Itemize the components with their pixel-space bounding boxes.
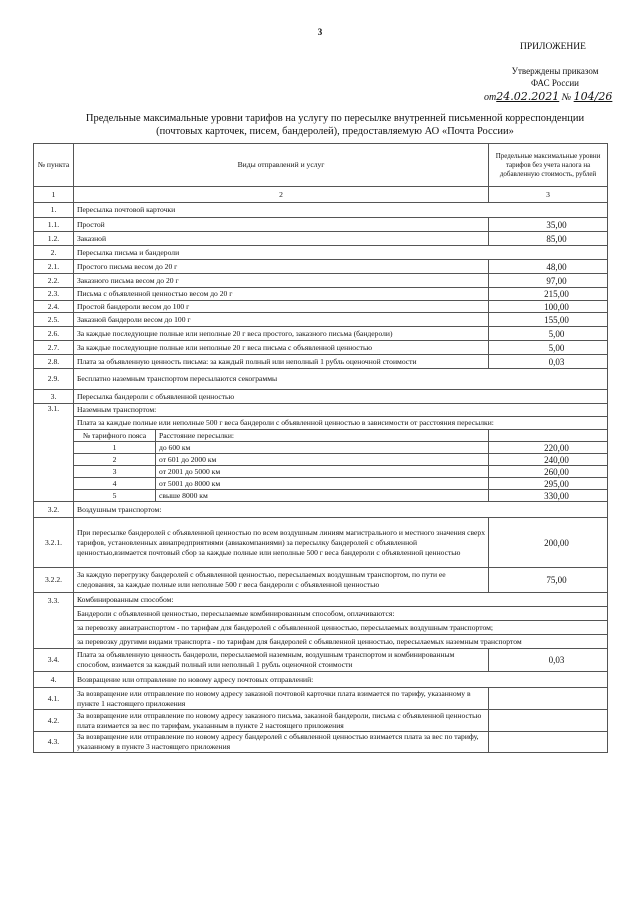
item-description: за перевозку другими видами транспорта - по тарифам для бандеролей с объявленной ценностью, пересылаемых наземным транспортом (74, 635, 608, 649)
approval-line: Утверждены приказом (511, 66, 599, 76)
item-description: За возвращение или отправление по новому адресу заказного письма, заказной бандероли, письма с объявленной ценностью плата взимается за вес по тарифам, указанным в пункте 2 настоящего приложения (74, 710, 489, 732)
table-row (34, 369, 608, 390)
zone-tariff: 330,00 (489, 490, 608, 502)
zone-tariff: 240,00 (489, 454, 608, 466)
tariff-value: 48,00 (489, 260, 608, 274)
tariff-value (489, 688, 608, 710)
item-description: За возвращение или отправление по новому адресу заказной почтовой карточки плата взимается по тарифу, указанному в пункте 1 настоящего приложения (74, 688, 489, 710)
tariff-value: 5,00 (489, 341, 608, 355)
zone-tariff: 295,00 (489, 478, 608, 490)
tariff-value: 0,03 (489, 355, 608, 369)
approval-line: ФАС России (531, 78, 579, 88)
tariff-value: 215,00 (489, 288, 608, 301)
table-row (34, 246, 608, 260)
tariff-table (33, 143, 608, 753)
zone-distance: свыше 8000 км (156, 490, 489, 502)
table-row (34, 203, 608, 218)
table-row (34, 218, 608, 232)
item-description: Пересылка почтовой карточки (74, 203, 608, 218)
tariff-value: 97,00 (489, 274, 608, 288)
item-number: 4.3. (34, 732, 74, 753)
table-row (34, 502, 608, 518)
table-row (34, 301, 608, 313)
item-description: Плата за объявленную ценность письма: за каждый полный или неполный 1 рубль оценочной стоимости (74, 355, 489, 369)
item-number: 3.2.2. (34, 568, 74, 593)
item-description: Письма с объявленной ценностью весом до 20 г (74, 288, 489, 301)
header-row: № пункта Виды отправлений и услуг Предельные максимальные уровни тарифов без учета налога на добавленную стоимость, рублей (34, 144, 608, 187)
zone-number: 3 (74, 466, 156, 478)
item-number: 2.7. (34, 341, 74, 355)
item-number: 3.1. (34, 404, 74, 502)
zone-distance: от 2001 до 5000 км (156, 466, 489, 478)
item-description: Наземным транспортом: (74, 404, 608, 417)
table-row (34, 404, 608, 417)
zone-distance: до 600 км (156, 442, 489, 454)
item-number: 3.4. (34, 649, 74, 672)
zone-header: № тарифного пояса (74, 430, 156, 442)
item-description: Простого письма весом до 20 г (74, 260, 489, 274)
item-description: Воздушным транспортом: (74, 502, 608, 518)
order-reference: от24.02.2021 № 104/26 (484, 90, 613, 103)
item-description: За возвращение или отправление по новому адресу бандеролей с объявленной ценностью взимается плата за вес по тарифу, указанному в пункте 3 настоящего приложения (74, 732, 489, 753)
empty-cell (489, 430, 608, 442)
tariff-value: 200,00 (489, 518, 608, 568)
item-description: за перевозку авиатранспортом - по тарифам для бандеролей с объявленной ценностью, пересылаемых воздушным транспортом; (74, 621, 608, 635)
table-row (34, 732, 608, 753)
item-description: Простой бандероли весом до 100 г (74, 301, 489, 313)
item-note: Плата за каждые полные или неполные 500 г веса бандероли с объявленной ценностью в зависимости от расстояния пересылки: (74, 417, 608, 430)
zone-distance: от 5001 до 8000 км (156, 478, 489, 490)
table-row (34, 232, 608, 246)
table-row (34, 341, 608, 355)
tariff-value: 85,00 (489, 232, 608, 246)
table-row (34, 313, 608, 327)
tariff-value (489, 732, 608, 753)
item-description: Пересылка бандероли с объявленной ценностью (74, 390, 608, 404)
table-row (34, 688, 608, 710)
item-description: Бесплатно наземным транспортом пересылаются секограммы (74, 369, 608, 390)
item-description: За каждые последующие полные или неполные 20 г веса письма с объявленной ценностью (74, 341, 489, 355)
item-number: 2.4. (34, 301, 74, 313)
item-number: 2. (34, 246, 74, 260)
item-number: 3.3. (34, 593, 74, 649)
table-row (34, 710, 608, 732)
item-number: 2.9. (34, 369, 74, 390)
item-description: Заказного письма весом до 20 г (74, 274, 489, 288)
item-number: 2.5. (34, 313, 74, 327)
page-number: 3 (317, 27, 323, 37)
tariff-value: 35,00 (489, 218, 608, 232)
tariff-value (489, 710, 608, 732)
table-row (34, 466, 608, 478)
item-number: 2.6. (34, 327, 74, 341)
tariff-value: 155,00 (489, 313, 608, 327)
approval-block (480, 65, 630, 89)
table-row (34, 621, 608, 635)
zone-number: 2 (74, 454, 156, 466)
item-description: Простой (74, 218, 489, 232)
item-description: За каждые последующие полные или неполные 20 г веса простого, заказного письма (бандероли) (74, 327, 489, 341)
table-row (34, 607, 608, 621)
zone-number: 5 (74, 490, 156, 502)
table-row (34, 490, 608, 502)
item-number: 2.8. (34, 355, 74, 369)
table-row (34, 390, 608, 404)
item-number: 3. (34, 390, 74, 404)
table-row (34, 355, 608, 369)
column-number-row: 1 2 3 (34, 187, 608, 203)
item-number: 2.3. (34, 288, 74, 301)
table-row (34, 518, 608, 568)
item-description: Бандероли с объявленной ценностью, пересылаемые комбинированным способом, оплачиваются: (74, 607, 608, 621)
item-number: 4. (34, 672, 74, 688)
table-row (34, 430, 608, 442)
table-row (34, 442, 608, 454)
item-description: Возвращение или отправление по новому адресу почтовых отправлений: (74, 672, 608, 688)
tariff-value: 0,03 (489, 649, 608, 672)
item-number: 1. (34, 203, 74, 218)
zone-distance: от 601 до 2000 км (156, 454, 489, 466)
table-row (34, 327, 608, 341)
document-title: Предельные максимальные уровни тарифов на услугу по пересылке внутренней письменной корреспонденции (почтовых карточек, писем, бандеролей), предоставляемую АО «Почта России» (85, 113, 585, 137)
table-row (34, 417, 608, 430)
item-number: 1.1. (34, 218, 74, 232)
order-date: 24.02.2021 (496, 90, 560, 103)
item-number: 4.2. (34, 710, 74, 732)
item-description: Комбинированным способом: (74, 593, 608, 607)
tariff-value: 100,00 (489, 301, 608, 313)
table-row (34, 260, 608, 274)
table-row (34, 454, 608, 466)
table-row (34, 593, 608, 607)
item-description: Заказной (74, 232, 489, 246)
item-number: 3.2.1. (34, 518, 74, 568)
distance-header: Расстояние пересылки: (156, 430, 489, 442)
table-row (34, 288, 608, 301)
table-row (34, 635, 608, 649)
zone-number: 4 (74, 478, 156, 490)
table-row (34, 672, 608, 688)
appendix-label: ПРИЛОЖЕНИЕ (520, 42, 586, 52)
zone-number: 1 (74, 442, 156, 454)
item-description: Заказной бандероли весом до 100 г (74, 313, 489, 327)
item-number: 3.2. (34, 502, 74, 518)
item-description: При пересылке бандеролей с объявленной ценностью по всем воздушным линиям магистрального и местного значения сверх тарифов, установленных авиапредприятиями (авиакомпаниями) за пересылку бандеролей с объявленной ценностью,взимается почтовый сбор за каждые полные или неполные 500 г веса бандероли с объявленной ценностью (74, 518, 489, 568)
item-number: 2.1. (34, 260, 74, 274)
table-row (34, 478, 608, 490)
tariff-value: 5,00 (489, 327, 608, 341)
table-row (34, 649, 608, 672)
zone-tariff: 220,00 (489, 442, 608, 454)
order-number: 104/26 (573, 90, 613, 103)
item-description: Пересылка письма и бандероли (74, 246, 608, 260)
item-number: 1.2. (34, 232, 74, 246)
item-number: 2.2. (34, 274, 74, 288)
zone-tariff: 260,00 (489, 466, 608, 478)
item-number: 4.1. (34, 688, 74, 710)
table-row (34, 568, 608, 593)
tariff-value: 75,00 (489, 568, 608, 593)
item-description: Плата за объявленную ценность бандероли, пересылаемой наземным, воздушным транспортом и комбинированным способом, взимается за каждый полный или неполный 1 рубль оценочной стоимости (74, 649, 489, 672)
table-row (34, 274, 608, 288)
item-description: За каждую перегрузку бандеролей с объявленной ценностью, пересылаемых воздушным транспортом, по пути ее следования, за каждые полные или неполные 500 г веса бандероли с объявленной ценностью (74, 568, 489, 593)
